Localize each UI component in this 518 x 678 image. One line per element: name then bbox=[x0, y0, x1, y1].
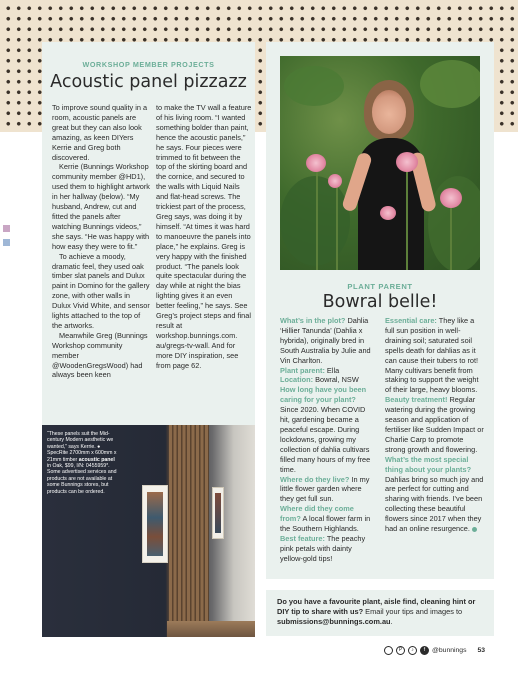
photo-caption: “These panels suit the Mid-century Modern aesthetic we wanted,” says Kerrie. ● SpecRite 2700mm x 600mm x 21mm timber acoustic panel in Oak, $99, I/N: 0455959*. Some advertised services and products are not available at some Bunnings stores, but products can be ordered. bbox=[47, 431, 117, 495]
hallway-photo bbox=[42, 425, 255, 637]
paragraph: Meanwhile Greg (Bunnings Workshop community member @WoodenGregsWood) had always been keen bbox=[52, 330, 148, 380]
qa-item: Beauty treatment! Regular watering during the growing season and application of fertiliser like Sudden Impact or Charlie Carp to promote strong growth and flowering. bbox=[385, 395, 484, 454]
right-column-2 bbox=[385, 316, 485, 534]
facebook-icon[interactable]: f bbox=[420, 646, 429, 655]
artwork-frame bbox=[212, 487, 224, 539]
qa-item: Where did they come from? A local flower farm in the Southern Highlands. bbox=[280, 504, 371, 534]
person-face bbox=[372, 90, 406, 134]
tiktok-icon[interactable]: ♪ bbox=[408, 646, 417, 655]
qa-item: How long have you been caring for your plant? Since 2020. When COVID hit, gardening became a peaceful escape. During lockdowns, growing my collection of dahlia cultivars filled many hours of my free time. bbox=[280, 385, 371, 474]
instagram-icon[interactable] bbox=[384, 646, 393, 655]
qa-item: Where do they live? In my little flower garden where they get full sun. bbox=[280, 474, 370, 504]
artwork-frame bbox=[142, 485, 168, 563]
right-column-1 bbox=[280, 316, 375, 564]
qa-item: What’s in the plot? Dahlia ‘Hillier Tanunda’ (Dahlia x hybrida), originally bred in South Australia by Julie and Vin Charlton. bbox=[280, 316, 371, 365]
page-number: 53 bbox=[477, 646, 486, 654]
left-kicker: WORKSHOP MEMBER PROJECTS bbox=[82, 60, 215, 69]
qa-item: Plant parent: Ella bbox=[280, 365, 340, 375]
floor bbox=[167, 621, 255, 637]
submission-text: Do you have a favourite plant, aisle find, cleaning hint or DIY tip to share with us? Email your tips and images to submissions@bunnings.com.au. bbox=[277, 597, 476, 626]
dahlia-flower bbox=[396, 152, 418, 172]
pinterest-icon[interactable]: P bbox=[396, 646, 405, 655]
right-headline: Bowral belle! bbox=[322, 292, 438, 312]
paragraph: to make the TV wall a feature of his living room. “I wanted something bolder than paint, hence the acoustic panels,” he says. Four pieces were trimmed to fit between the top of the skirting board and the cornice, and secured to the walls with Liquid Nails and flat-head screws. The trickiest part of the process, Greg says, was doing it by himself. “At times it was hard to manoeuvre the panels into place,” he explains. Greg is very happy with the finished product. “The panels look quite spectacular during the day while at night the bias lighting gives it an even better feeling,” he says. See Greg’s project steps and final result at workshop.bunnings.com. au/gregs-tv-wall. And for more DIY inspiration, see from page 62. bbox=[156, 103, 252, 370]
dahlia-flower bbox=[380, 206, 396, 220]
right-kicker: PLANT PARENT bbox=[347, 282, 413, 291]
dahlia-flower bbox=[306, 154, 326, 172]
left-column-2 bbox=[156, 103, 252, 370]
paragraph: To improve sound quality in a room, acoustic panels are great but they can also look amazing, as keen DIYers Kerrie and Greg both discovered. bbox=[52, 103, 148, 162]
qa-item: Best feature: The peachy pink petals with dainty yellow-gold tips! bbox=[280, 533, 366, 563]
edge-swatch bbox=[3, 239, 10, 246]
timber-slat-panel bbox=[169, 425, 209, 637]
dahlia-flower bbox=[440, 188, 462, 208]
paragraph: Kerrie (Bunnings Workshop community member @HD1), used them to highlight artwork in her hallway (below). “My husband, Andrew, cut and fitted the panels after watching Bunnings videos,” she says. “He was happy with how easy they were to fit.” bbox=[52, 162, 150, 251]
left-column-1 bbox=[52, 103, 150, 380]
dahlia-flower bbox=[328, 174, 342, 188]
gardener-photo bbox=[280, 56, 480, 270]
page-footer bbox=[384, 644, 485, 656]
qa-item: Location: Bowral, NSW bbox=[280, 375, 359, 385]
paragraph: To achieve a moody, dramatic feel, they used oak timber slat panels and Dulux paint in Domino for the gallery zone, with other walls in Dulux Vivid White, and sensor lights attached to the top of the artworks. bbox=[52, 251, 150, 330]
edge-swatch bbox=[3, 225, 10, 232]
qa-item: What’s the most special thing about your plants? Dahlias bring so much joy and are perfect for cutting and sharing with friends. I’ve been collecting these beautiful flowers since 2017 when they had an online resurgence. bbox=[385, 454, 484, 534]
left-headline: Acoustic panel pizzazz bbox=[50, 72, 247, 92]
end-mark-icon bbox=[472, 527, 477, 532]
qa-item: Essential care: They like a full sun position in well-draining soil; saturated soil spells death for dahlias as it can cause their tubers to rot! Many cultivars benefit from staking to support the weight of their large, heavy blooms. bbox=[385, 316, 479, 395]
submission-email-link[interactable]: submissions@bunnings.com.au bbox=[277, 617, 391, 626]
social-handle: @bunnings bbox=[432, 646, 467, 654]
